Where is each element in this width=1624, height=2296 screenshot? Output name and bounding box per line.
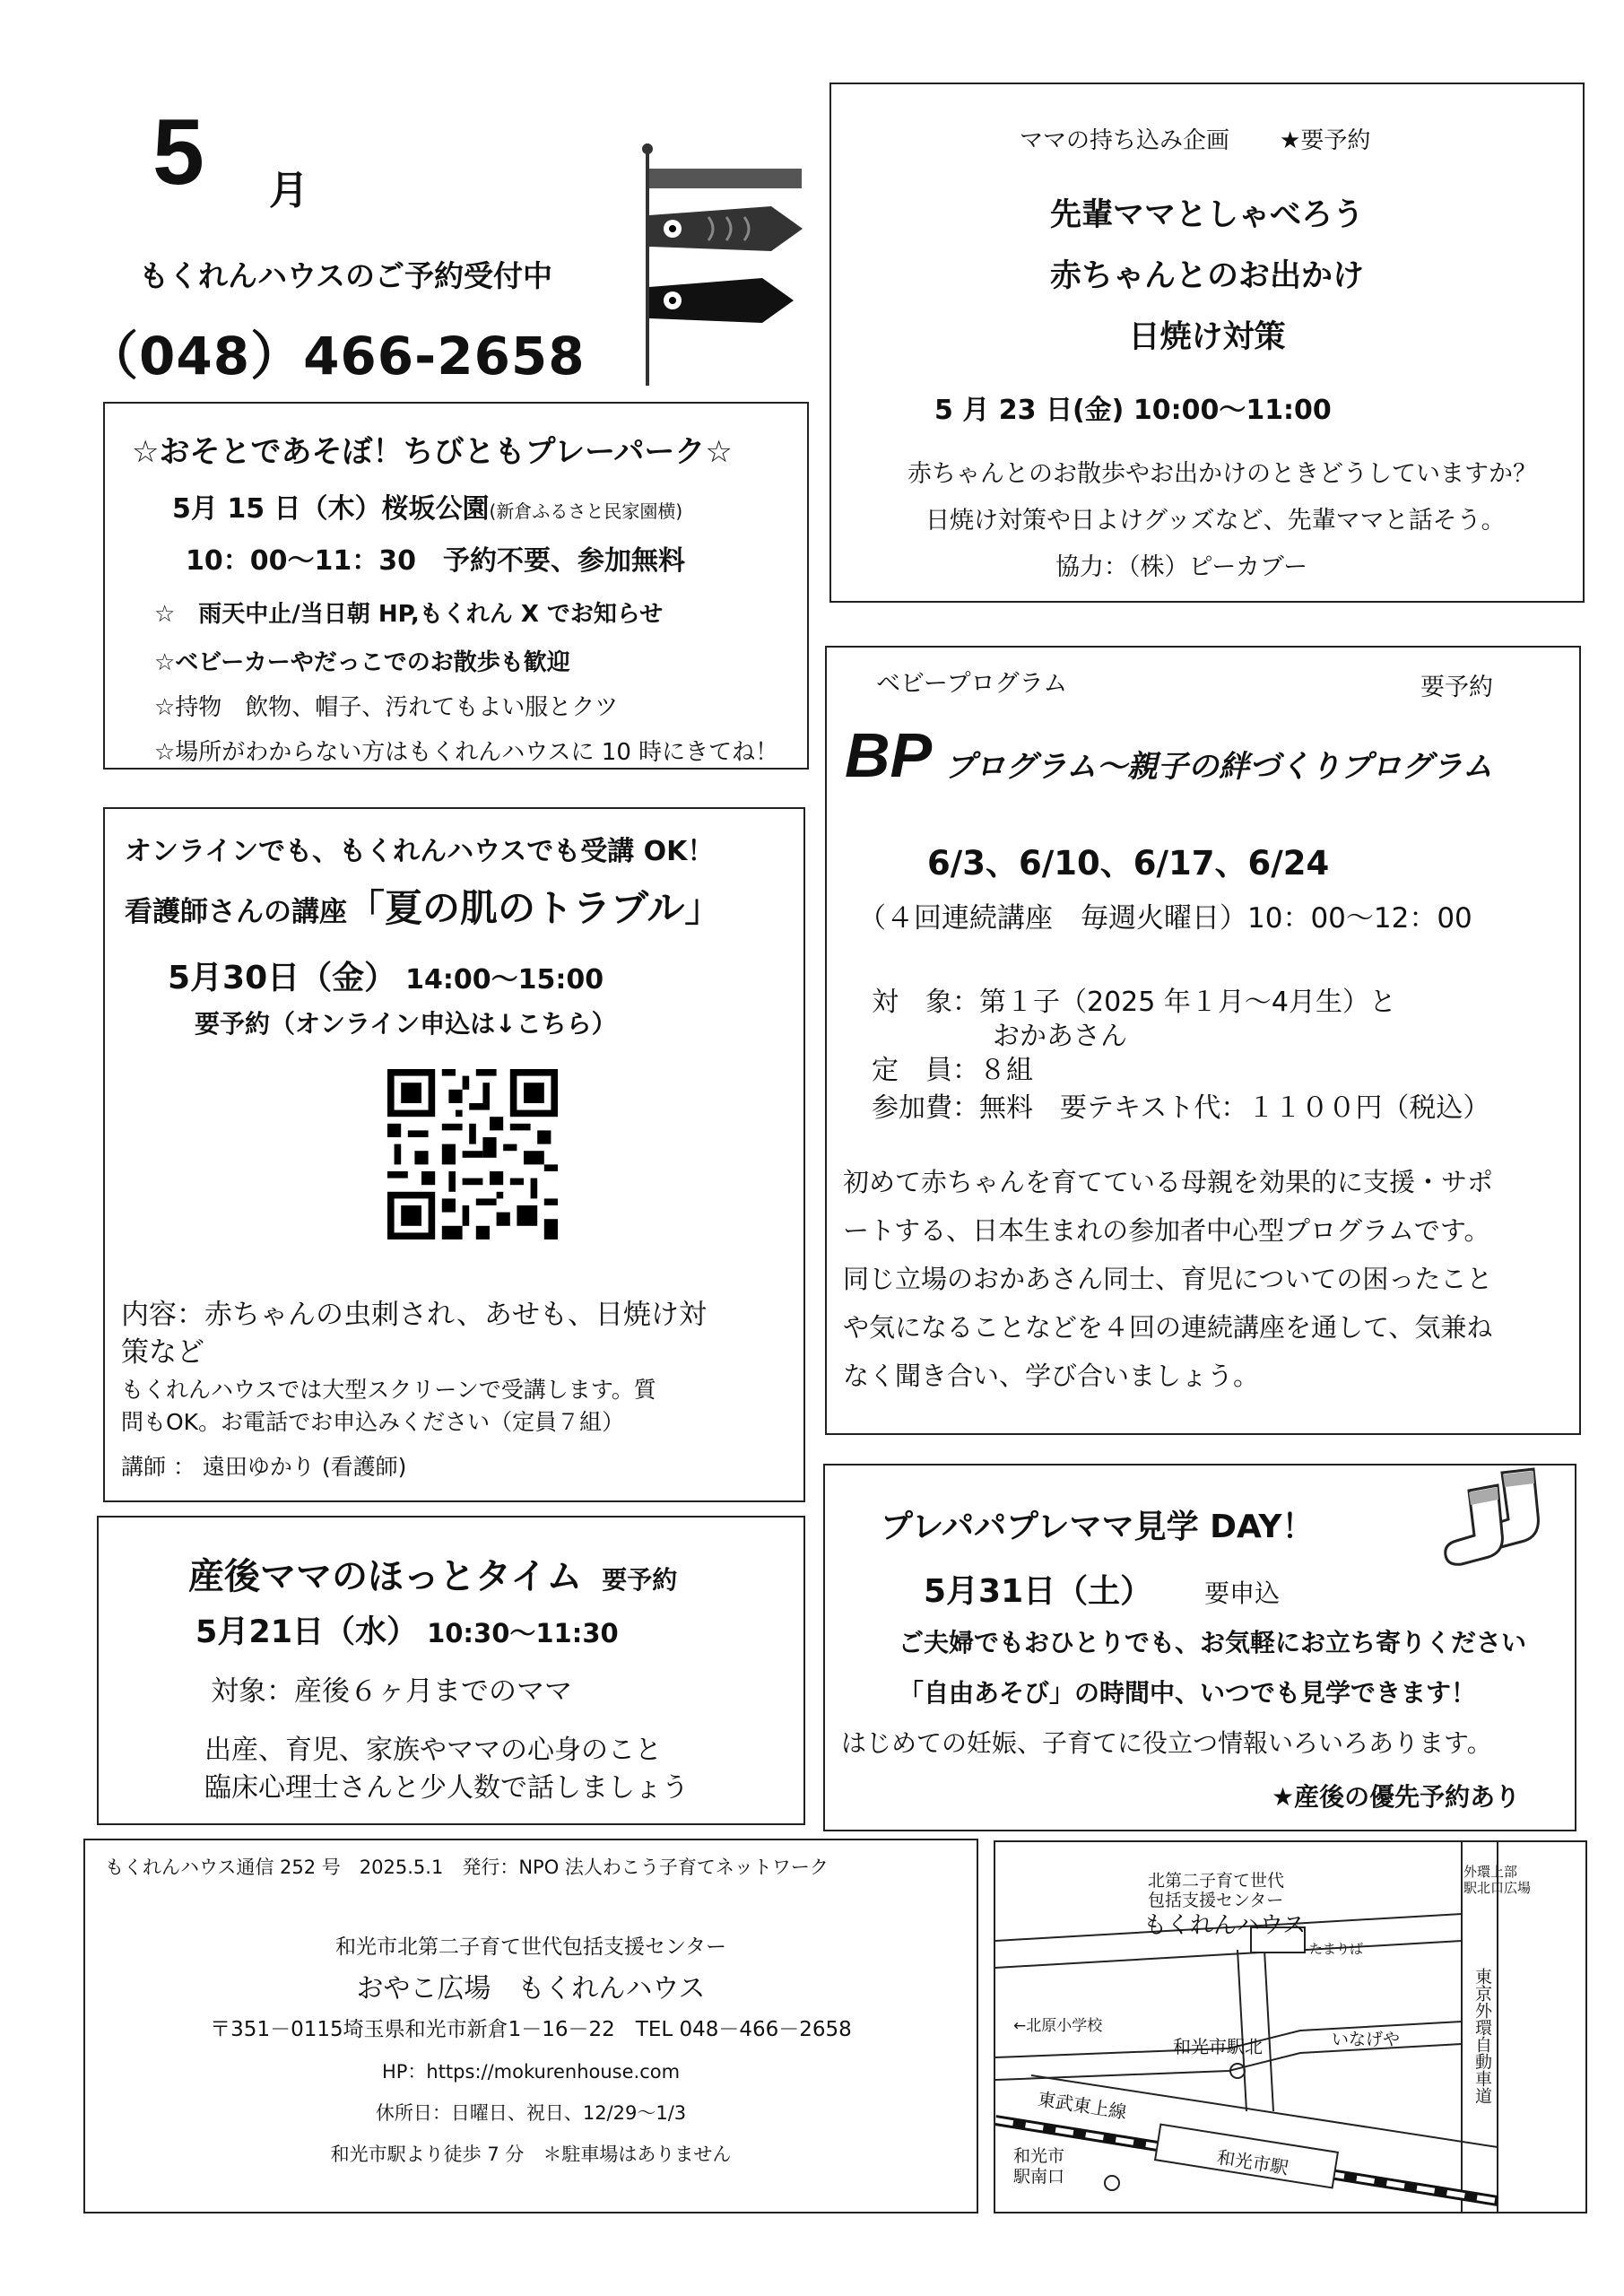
- footer-info-box: [83, 1839, 978, 2213]
- footer-hp: HP：https://mokurenhouse.com: [381, 2061, 681, 2083]
- postpartum-date-line: [195, 1607, 619, 1652]
- map-exit-2: 駅北口広場: [1463, 1880, 1532, 1896]
- access-map: [994, 1840, 1587, 2213]
- map-south-2: 駅南口: [1013, 2167, 1065, 2187]
- postpartum-time: 10:30～11:30: [427, 1618, 619, 1648]
- bp-title-line: [845, 719, 1493, 791]
- bp-logo: BP: [845, 720, 933, 790]
- booking-text: もくれんハウスのご予約受付中: [139, 258, 553, 293]
- playpark-note-meet: ☆場所がわからない方はもくれんハウスに 10 時にきてね！: [154, 739, 779, 766]
- prepapa-reserve: 要申込: [1204, 1578, 1281, 1608]
- playpark-date: [172, 486, 682, 526]
- month-number: 5: [152, 100, 204, 204]
- nurse-note-1: もくれんハウスでは大型スクリーンで受講します。質: [121, 1377, 656, 1403]
- mama-heading: [1020, 122, 1370, 155]
- prepapa-line-2: 「自由あそび」の時間中、いつでも見学できます！: [899, 1678, 1477, 1708]
- bp-program-box: [825, 646, 1581, 1435]
- map-gaikan: 東京外環自動車道: [1472, 1968, 1492, 2104]
- bp-title: プログラム～親子の絆づくりプログラム: [944, 749, 1493, 785]
- bp-target-1: 対 象：第１子（2025 年１月～4月生）と: [872, 987, 1396, 1018]
- bp-fee: 参加費：無料 要テキスト代：１１００円（税込）: [872, 1092, 1490, 1124]
- bp-desc-2: ートする、日本生まれの参加者中心型プログラムです。: [843, 1215, 1490, 1246]
- footer-address: 〒351－0115埼玉県和光市新倉1－16－22 TEL 048－466－2658: [210, 2018, 852, 2041]
- mama-title-3: 日焼け対策: [1128, 319, 1286, 355]
- mama-desc-2: 日焼け対策や日よけグッズなど、先輩ママと話そう。: [925, 507, 1506, 535]
- nurse-lecturer: 講師 ： 遠田ゆかり (看護師): [121, 1454, 407, 1480]
- map-inageya: いなげや: [1332, 2030, 1401, 2049]
- nurse-reserve: 要予約（オンライン申込は↓こちら）: [195, 1009, 617, 1039]
- playpark-box: [103, 402, 809, 770]
- footer-closed: 休所日：日曜日、祝日、12/29～1/3: [375, 2102, 687, 2124]
- playpark-note-stroller: ☆ベビーカーやだっこでのお散歩も歓迎: [154, 649, 570, 676]
- postpartum-title-line: [188, 1548, 677, 1599]
- bp-target-2: おかあさん: [993, 1021, 1127, 1052]
- bp-desc-5: なく聞き合い、学び合いましょう。: [843, 1361, 1260, 1391]
- bp-reserve: 要予約: [1420, 674, 1493, 701]
- playpark-date-note: (新倉ふるさと民家園横): [489, 500, 683, 522]
- phone-number: （048）466-2658: [86, 326, 586, 387]
- mama-date: 5 月 23 日(金) 10:00～11:00: [934, 395, 1332, 426]
- prepapa-priority: ★産後の優先予約あり: [1272, 1782, 1521, 1812]
- prepapa-date-line: [924, 1566, 1280, 1612]
- map-exit-1: 外環上部: [1463, 1864, 1518, 1880]
- mama-title-1: 先輩ママとしゃべろう: [1049, 197, 1364, 233]
- nurse-title-main: 「夏の肌のトラブル」: [347, 886, 723, 930]
- footer-access: 和光市駅より徒歩 7 分 ＊駐車場はありません: [330, 2144, 732, 2165]
- map-tamariba: たまりば: [1309, 1941, 1364, 1957]
- postpartum-title: 産後ママのほっとタイム: [188, 1556, 583, 1597]
- footer-center: 和光市北第二子育て世代包括支援センター: [334, 1935, 727, 1959]
- qr-code[interactable]: [387, 1069, 558, 1239]
- nurse-content-1: 内容：赤ちゃんの虫刺され、あせも、日焼け対: [121, 1299, 707, 1331]
- nurse-title: [125, 879, 722, 933]
- nurse-time: 14:00～15:00: [405, 964, 604, 996]
- playpark-date-main: 5月 15 日（木）桜坂公園: [172, 493, 490, 525]
- socks-icon: [1435, 1465, 1556, 1573]
- prepapa-title: プレパパプレママ見学 DAY！: [881, 1509, 1315, 1545]
- prepapa-line-1: ご夫婦でもおひとりでも、お気軽にお立ち寄りください: [899, 1628, 1527, 1657]
- mama-heading-text: ママの持ち込み企画: [1020, 127, 1230, 154]
- nurse-intro: オンラインでも、もくれんハウスでも受講 OK！: [125, 836, 715, 867]
- koinobori-illustration: [628, 144, 816, 386]
- nurse-note-2: 問もOK。お電話でお申込みください（定員７組）: [121, 1409, 625, 1435]
- map-school: ←北原小学校: [1013, 2017, 1103, 2035]
- postpartum-desc-2: 臨床心理士さんと少人数で話しましょう: [204, 1772, 689, 1804]
- month-label: 月: [269, 168, 308, 213]
- bp-desc-3: 同じ立場のおかあさん同士、育児についての困ったこと: [843, 1264, 1493, 1294]
- map-center-1: 北第二子育て世代: [1148, 1871, 1285, 1891]
- bp-heading: ベビープログラム: [876, 670, 1068, 698]
- bp-desc-1: 初めて赤ちゃんを育てている母親を効果的に支援・サポ: [843, 1167, 1494, 1197]
- footer-name: おやこ広場 もくれんハウス: [356, 1973, 706, 2005]
- playpark-note-rain: ☆ 雨天中止/当日朝 HP,もくれん X でお知らせ: [154, 601, 664, 628]
- nurse-lecture-box: [103, 807, 805, 1502]
- bp-dates: 6/3、6/10、6/17、6/24: [927, 844, 1330, 883]
- mama-plan-box: [829, 83, 1585, 603]
- prepapa-box: [823, 1464, 1576, 1831]
- map-tobu: 東武東上線: [1036, 2087, 1129, 2124]
- postpartum-desc-1: 出産、育児、家族やママの心身のこと: [204, 1735, 662, 1766]
- nurse-date-line: [168, 952, 604, 998]
- nurse-title-prefix: 看護師さんの講座: [125, 896, 347, 928]
- postpartum-date: 5月21日（水）: [195, 1614, 419, 1650]
- bp-series-text: （４回連続講座 毎週火曜日）10：00～12：00: [858, 902, 1472, 935]
- postpartum-box: [97, 1516, 805, 1825]
- map-center-2: 包括支援センター: [1148, 1891, 1284, 1910]
- map-station: 和光市駅: [1215, 2143, 1290, 2179]
- postpartum-target: 対象：産後６ヶ月までのママ: [211, 1675, 572, 1708]
- map-south-1: 和光市: [1013, 2146, 1065, 2166]
- bp-capacity: 定 員：８組: [872, 1055, 1033, 1086]
- mama-desc-1: 赤ちゃんとのお散歩やお出かけのときどうしていますか？: [908, 460, 1537, 488]
- mama-reserve: ★要予約: [1280, 127, 1371, 154]
- prepapa-line-3: はじめての妊娠、子育てに役立つ情報いろいろあります。: [841, 1728, 1492, 1758]
- footer-issue: もくれんハウス通信 252 号 2025.5.1 発行：NPO 法人わこう子育てネットワーク: [105, 1857, 829, 1878]
- nurse-content-2: 策など: [121, 1336, 204, 1369]
- bp-desc-4: や気になることなどを４回の連続講座を通して、気兼ね: [843, 1312, 1493, 1343]
- nurse-date: 5月30日（金）: [168, 960, 397, 996]
- playpark-title: ☆おそとであそぼ！ちびともプレーパーク☆: [132, 434, 733, 470]
- playpark-note-items: ☆持物 飲物、帽子、汚れてもよい服とクツ: [154, 694, 619, 721]
- map-station-north: 和光市駅北: [1173, 2036, 1263, 2057]
- playpark-time: 10：00～11：30 予約不要、参加無料: [186, 545, 685, 577]
- map-house: もくれんハウス: [1143, 1912, 1307, 1939]
- prepapa-date: 5月31日（土）: [924, 1573, 1153, 1610]
- bp-series: [858, 895, 1472, 935]
- mama-title-2: 赤ちゃんとのお出かけ: [1049, 258, 1364, 294]
- mama-coop: 協力：（株）ピーカブー: [1055, 553, 1308, 581]
- postpartum-reserve: 要予約: [602, 1565, 678, 1595]
